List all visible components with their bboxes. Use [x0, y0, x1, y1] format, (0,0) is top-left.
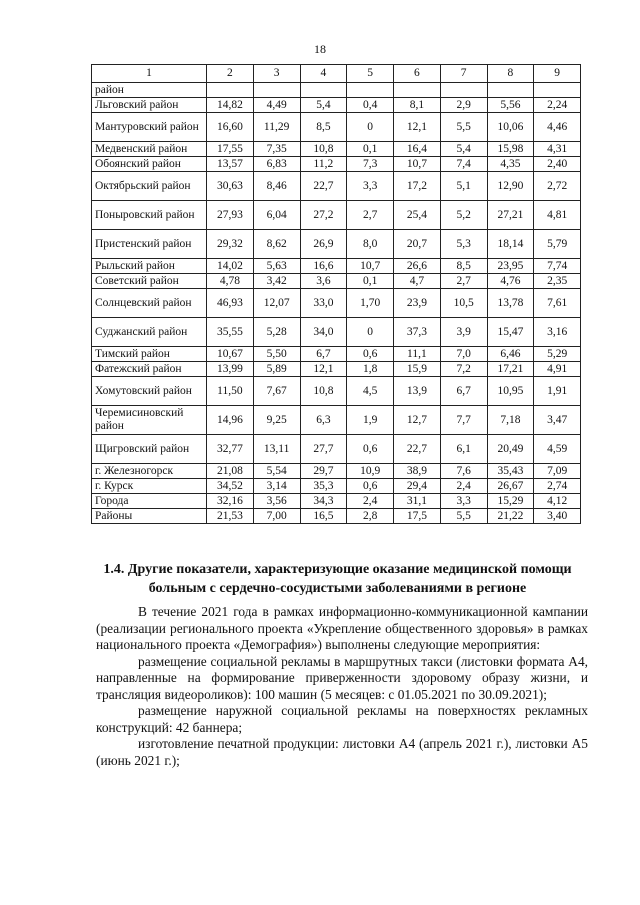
value-cell: 8,5: [300, 113, 347, 142]
value-cell: 27,93: [207, 201, 254, 230]
value-cell: 26,9: [300, 230, 347, 259]
value-cell: 22,7: [300, 172, 347, 201]
value-cell: 3,47: [534, 406, 581, 435]
value-cell: 15,98: [487, 142, 534, 157]
column-header: 9: [534, 65, 581, 83]
value-cell: 32,16: [207, 494, 254, 509]
district-name-cell: Октябрьский район: [92, 172, 207, 201]
table-row: [92, 406, 581, 435]
value-cell: 2,24: [534, 98, 581, 113]
district-name-cell: Мантуровский район: [92, 113, 207, 142]
value-cell: [487, 83, 534, 98]
value-cell: 23,95: [487, 259, 534, 274]
table-row: [92, 98, 581, 113]
value-cell: 16,4: [394, 142, 441, 157]
value-cell: 12,7: [394, 406, 441, 435]
value-cell: 2,4: [347, 494, 394, 509]
value-cell: 29,4: [394, 479, 441, 494]
paragraph: изготовление печатной продукции: листовки А4 (апрель 2021 г.), листовки А5 (июнь 2021 г.);: [96, 736, 588, 768]
district-name-cell: Поныровский район: [92, 201, 207, 230]
value-cell: 32,77: [207, 435, 254, 464]
column-header: 6: [394, 65, 441, 83]
district-name-cell: Льговский район: [92, 98, 207, 113]
value-cell: 5,79: [534, 230, 581, 259]
value-cell: 0,6: [347, 347, 394, 362]
table-row: [92, 201, 581, 230]
district-name-cell: Хомутовский район: [92, 377, 207, 406]
table-row: [92, 509, 581, 524]
value-cell: 14,82: [207, 98, 254, 113]
value-cell: 11,50: [207, 377, 254, 406]
value-cell: 16,6: [300, 259, 347, 274]
value-cell: 1,9: [347, 406, 394, 435]
section-title: 1.4. Другие показатели, характеризующие оказание медицинской помощи больным с сердечно-сосудистыми заболеваниями в регионе: [103, 562, 572, 596]
value-cell: 27,21: [487, 201, 534, 230]
value-cell: 3,16: [534, 318, 581, 347]
value-cell: 0,4: [347, 98, 394, 113]
value-cell: [207, 83, 254, 98]
value-cell: 30,63: [207, 172, 254, 201]
value-cell: 9,25: [253, 406, 300, 435]
value-cell: 0,1: [347, 274, 394, 289]
value-cell: 2,8: [347, 509, 394, 524]
value-cell: 2,40: [534, 157, 581, 172]
value-cell: 34,3: [300, 494, 347, 509]
value-cell: 1,70: [347, 289, 394, 318]
value-cell: 27,2: [300, 201, 347, 230]
value-cell: 13,57: [207, 157, 254, 172]
value-cell: 2,35: [534, 274, 581, 289]
value-cell: 5,2: [440, 201, 487, 230]
value-cell: 10,95: [487, 377, 534, 406]
value-cell: 2,7: [440, 274, 487, 289]
value-cell: 4,78: [207, 274, 254, 289]
value-cell: 21,53: [207, 509, 254, 524]
value-cell: 1,91: [534, 377, 581, 406]
value-cell: 3,14: [253, 479, 300, 494]
value-cell: 8,0: [347, 230, 394, 259]
table-row: [92, 464, 581, 479]
value-cell: 4,81: [534, 201, 581, 230]
table-row: [92, 494, 581, 509]
value-cell: 34,0: [300, 318, 347, 347]
value-cell: 10,5: [440, 289, 487, 318]
table-row: [92, 113, 581, 142]
district-name-cell: Районы: [92, 509, 207, 524]
value-cell: 4,91: [534, 362, 581, 377]
value-cell: 16,5: [300, 509, 347, 524]
value-cell: 37,3: [394, 318, 441, 347]
value-cell: 10,7: [347, 259, 394, 274]
table-header-row: [92, 65, 581, 83]
value-cell: 6,1: [440, 435, 487, 464]
value-cell: 5,4: [300, 98, 347, 113]
value-cell: 16,60: [207, 113, 254, 142]
value-cell: 25,4: [394, 201, 441, 230]
value-cell: 7,2: [440, 362, 487, 377]
district-name-cell: Рыльский район: [92, 259, 207, 274]
table-row: [92, 479, 581, 494]
district-name-cell: г. Железногорск: [92, 464, 207, 479]
value-cell: 3,3: [440, 494, 487, 509]
table-body: [92, 83, 581, 524]
value-cell: 8,46: [253, 172, 300, 201]
value-cell: 2,7: [347, 201, 394, 230]
value-cell: 10,67: [207, 347, 254, 362]
section-body: [96, 604, 588, 769]
table-row: [92, 289, 581, 318]
value-cell: [394, 83, 441, 98]
table-row: [92, 172, 581, 201]
value-cell: 29,7: [300, 464, 347, 479]
value-cell: 26,67: [487, 479, 534, 494]
district-name-cell: Суджанский район: [92, 318, 207, 347]
value-cell: 15,29: [487, 494, 534, 509]
value-cell: 3,9: [440, 318, 487, 347]
district-name-cell: Советский район: [92, 274, 207, 289]
value-cell: 12,07: [253, 289, 300, 318]
value-cell: 7,4: [440, 157, 487, 172]
value-cell: 10,06: [487, 113, 534, 142]
value-cell: 12,1: [394, 113, 441, 142]
value-cell: 17,55: [207, 142, 254, 157]
table-row: [92, 274, 581, 289]
table-row: [92, 83, 581, 98]
value-cell: 26,6: [394, 259, 441, 274]
value-cell: 2,72: [534, 172, 581, 201]
value-cell: [347, 83, 394, 98]
value-cell: 7,3: [347, 157, 394, 172]
value-cell: 35,43: [487, 464, 534, 479]
value-cell: 4,12: [534, 494, 581, 509]
value-cell: 7,67: [253, 377, 300, 406]
value-cell: 35,3: [300, 479, 347, 494]
value-cell: 4,59: [534, 435, 581, 464]
value-cell: 7,18: [487, 406, 534, 435]
value-cell: 31,1: [394, 494, 441, 509]
table-row: [92, 230, 581, 259]
value-cell: 13,78: [487, 289, 534, 318]
value-cell: 7,00: [253, 509, 300, 524]
value-cell: 12,1: [300, 362, 347, 377]
table-row: [92, 362, 581, 377]
value-cell: 13,11: [253, 435, 300, 464]
district-statistics-table: [91, 64, 581, 524]
value-cell: 5,54: [253, 464, 300, 479]
value-cell: 5,63: [253, 259, 300, 274]
column-header: 2: [207, 65, 254, 83]
value-cell: 0: [347, 113, 394, 142]
value-cell: 29,32: [207, 230, 254, 259]
value-cell: 23,9: [394, 289, 441, 318]
value-cell: [440, 83, 487, 98]
table-row: [92, 435, 581, 464]
value-cell: 20,7: [394, 230, 441, 259]
district-name-cell: Медвенский район: [92, 142, 207, 157]
value-cell: 4,31: [534, 142, 581, 157]
value-cell: 5,1: [440, 172, 487, 201]
value-cell: 5,50: [253, 347, 300, 362]
value-cell: 0,6: [347, 435, 394, 464]
table-row: [92, 377, 581, 406]
paragraph: В течение 2021 года в рамках информационно-коммуникационной кампании (реализации регионального проекта «Укрепление общественного здоровья» в рамках национального проекта «Демография») выполнены следующие мероприятия:: [96, 604, 588, 652]
value-cell: 10,7: [394, 157, 441, 172]
value-cell: [300, 83, 347, 98]
value-cell: 11,2: [300, 157, 347, 172]
value-cell: 11,29: [253, 113, 300, 142]
paragraph: размещение наружной социальной рекламы на поверхностях рекламных конструкций: 42 баннера;: [96, 703, 588, 735]
value-cell: 3,56: [253, 494, 300, 509]
value-cell: 5,5: [440, 509, 487, 524]
value-cell: 4,5: [347, 377, 394, 406]
value-cell: 35,55: [207, 318, 254, 347]
value-cell: 34,52: [207, 479, 254, 494]
value-cell: 2,74: [534, 479, 581, 494]
district-name-cell: Города: [92, 494, 207, 509]
column-header: 3: [253, 65, 300, 83]
value-cell: 4,76: [487, 274, 534, 289]
table-row: [92, 318, 581, 347]
district-name-cell: Черемисиновский район: [92, 406, 207, 435]
value-cell: 17,21: [487, 362, 534, 377]
value-cell: 4,49: [253, 98, 300, 113]
table-row: [92, 347, 581, 362]
value-cell: 7,74: [534, 259, 581, 274]
column-header: 5: [347, 65, 394, 83]
value-cell: 20,49: [487, 435, 534, 464]
table-row: [92, 142, 581, 157]
value-cell: [534, 83, 581, 98]
value-cell: 21,08: [207, 464, 254, 479]
value-cell: 22,7: [394, 435, 441, 464]
value-cell: 33,0: [300, 289, 347, 318]
value-cell: 5,29: [534, 347, 581, 362]
page-number: 18: [314, 42, 326, 56]
value-cell: 2,9: [440, 98, 487, 113]
value-cell: 4,35: [487, 157, 534, 172]
district-name-cell: Щигровский район: [92, 435, 207, 464]
value-cell: 3,3: [347, 172, 394, 201]
value-cell: 10,9: [347, 464, 394, 479]
district-name-cell: Обоянский район: [92, 157, 207, 172]
paragraph: размещение социальной рекламы в маршрутных такси (листовки формата А4, направленные на формирование приверженности здоровому образу жизни, и трансляция видеороликов): 100 машин (5 месяцев: с 01.05.2021 по 30.09.2021);: [96, 653, 588, 702]
value-cell: 2,4: [440, 479, 487, 494]
value-cell: 10,8: [300, 142, 347, 157]
value-cell: 4,7: [394, 274, 441, 289]
value-cell: 21,22: [487, 509, 534, 524]
value-cell: 7,0: [440, 347, 487, 362]
value-cell: 7,09: [534, 464, 581, 479]
value-cell: 5,89: [253, 362, 300, 377]
value-cell: 3,6: [300, 274, 347, 289]
value-cell: 5,3: [440, 230, 487, 259]
district-name-cell: район: [92, 83, 207, 98]
value-cell: 6,7: [300, 347, 347, 362]
table-row: [92, 157, 581, 172]
value-cell: 38,9: [394, 464, 441, 479]
column-header: 8: [487, 65, 534, 83]
column-header: 1: [92, 65, 207, 83]
value-cell: 3,40: [534, 509, 581, 524]
value-cell: 14,02: [207, 259, 254, 274]
value-cell: 7,6: [440, 464, 487, 479]
value-cell: 10,8: [300, 377, 347, 406]
value-cell: 6,7: [440, 377, 487, 406]
value-cell: 3,42: [253, 274, 300, 289]
value-cell: 5,28: [253, 318, 300, 347]
value-cell: 6,46: [487, 347, 534, 362]
value-cell: 17,5: [394, 509, 441, 524]
district-name-cell: Тимский район: [92, 347, 207, 362]
value-cell: 7,7: [440, 406, 487, 435]
value-cell: 46,93: [207, 289, 254, 318]
value-cell: 6,3: [300, 406, 347, 435]
value-cell: 7,61: [534, 289, 581, 318]
district-name-cell: Фатежский район: [92, 362, 207, 377]
value-cell: 0,1: [347, 142, 394, 157]
value-cell: 8,62: [253, 230, 300, 259]
district-name-cell: Солнцевский район: [92, 289, 207, 318]
value-cell: 12,90: [487, 172, 534, 201]
value-cell: 5,5: [440, 113, 487, 142]
value-cell: 14,96: [207, 406, 254, 435]
value-cell: 13,9: [394, 377, 441, 406]
value-cell: 27,7: [300, 435, 347, 464]
value-cell: 5,4: [440, 142, 487, 157]
value-cell: 4,46: [534, 113, 581, 142]
value-cell: 6,04: [253, 201, 300, 230]
value-cell: 15,47: [487, 318, 534, 347]
value-cell: 0,6: [347, 479, 394, 494]
column-header: 7: [440, 65, 487, 83]
value-cell: 0: [347, 318, 394, 347]
value-cell: [253, 83, 300, 98]
value-cell: 1,8: [347, 362, 394, 377]
district-name-cell: г. Курск: [92, 479, 207, 494]
value-cell: 11,1: [394, 347, 441, 362]
value-cell: 15,9: [394, 362, 441, 377]
value-cell: 5,56: [487, 98, 534, 113]
value-cell: 6,83: [253, 157, 300, 172]
column-header: 4: [300, 65, 347, 83]
value-cell: 7,35: [253, 142, 300, 157]
value-cell: 13,99: [207, 362, 254, 377]
value-cell: 17,2: [394, 172, 441, 201]
value-cell: 8,1: [394, 98, 441, 113]
district-name-cell: Пристенский район: [92, 230, 207, 259]
table-row: [92, 259, 581, 274]
value-cell: 8,5: [440, 259, 487, 274]
value-cell: 18,14: [487, 230, 534, 259]
